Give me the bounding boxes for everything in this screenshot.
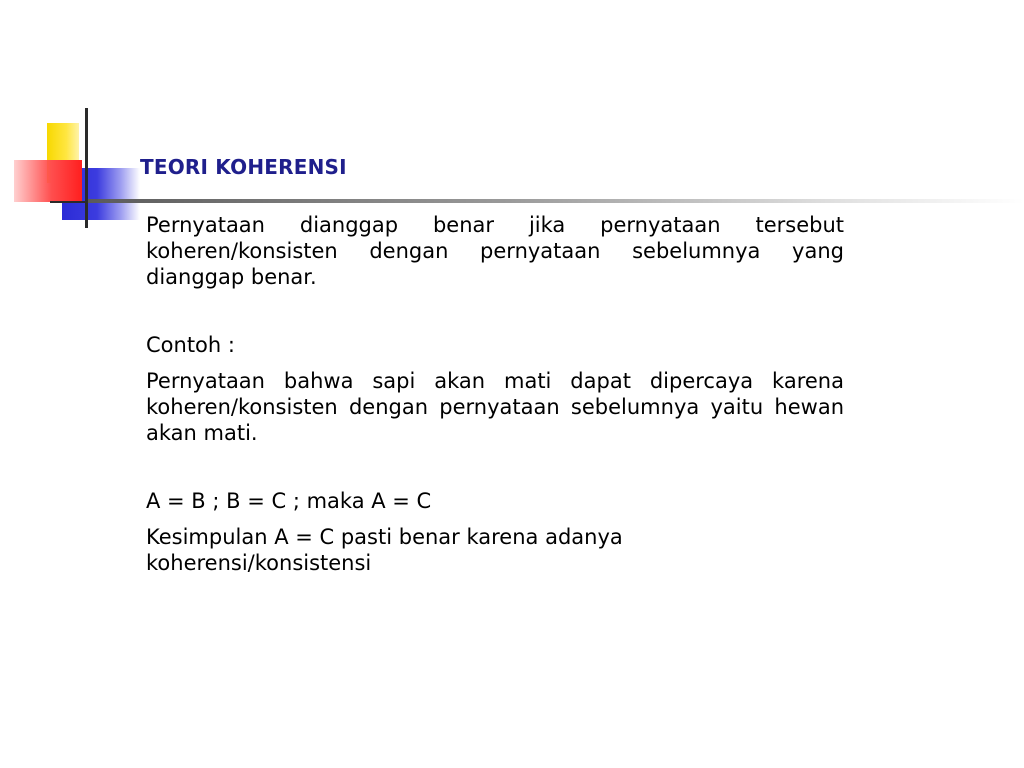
spacer — [146, 290, 844, 332]
decorative-red-square — [14, 160, 82, 202]
decorative-horizontal-line — [50, 201, 85, 203]
slide-title: TEORI KOHERENSI — [140, 155, 347, 179]
formula-line: A = B ; B = C ; maka A = C — [146, 489, 432, 513]
spacer — [146, 358, 844, 368]
definition-paragraph: Pernyataan dianggap benar jika pernyataan tersebut koheren/konsisten dengan pernyataan sebelumnya yang dianggap benar. — [146, 213, 844, 289]
example-label: Contoh : — [146, 333, 235, 357]
spacer — [146, 446, 844, 488]
conclusion-paragraph: Kesimpulan A = C pasti benar karena adanya koherensi/konsistensi — [146, 525, 623, 575]
decorative-vertical-line — [85, 108, 88, 228]
example-paragraph: Pernyataan bahwa sapi akan mati dapat dipercaya karena koheren/konsisten dengan pernyataan sebelumnya yaitu hewan akan mati. — [146, 369, 844, 445]
slide-body — [146, 212, 844, 576]
spacer — [146, 514, 844, 524]
title-underline-rule — [88, 199, 1024, 203]
